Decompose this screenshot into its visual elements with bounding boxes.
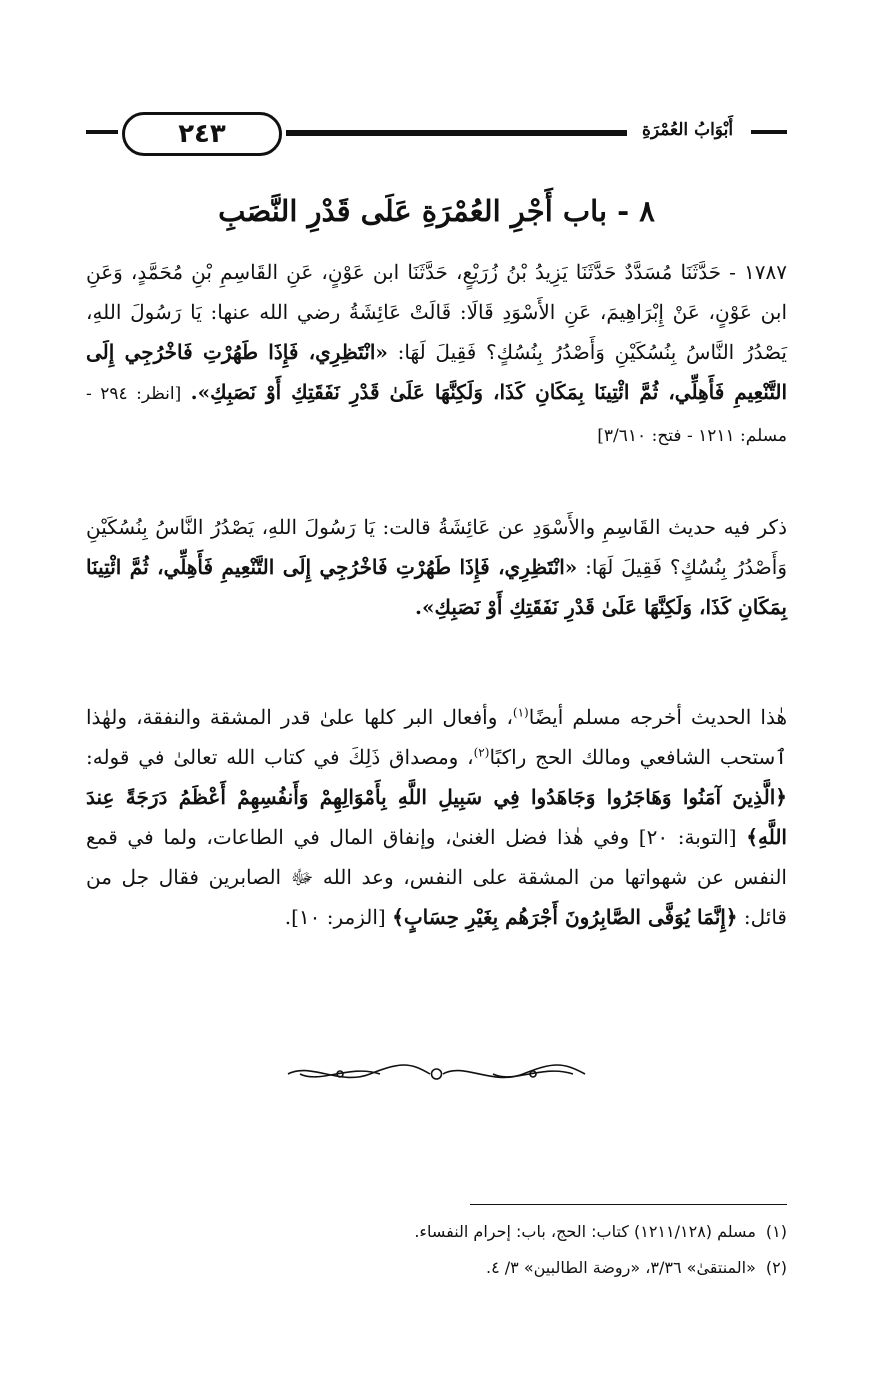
commentary-text-3: ، ومصداق ذَلِكَ في كتاب الله تعالىٰ في قوله: bbox=[86, 745, 474, 769]
hadith-isnad: ١٧٨٧ - حَدَّثَنَا مُسَدَّدٌ حَدَّثَنَا يَزِيدُ بْنُ زُرَيْعٍ، حَدَّثَنَا ابن عَوْنٍ، عَنِ القَاسِمِ بْنِ مُحَمَّدٍ، وَعَنِ ابن عَوْنٍ، عَنْ إِبْرَاهِيمَ، عَنِ الأَسْوَدِ قَالَا: قَالَتْ عَائِشَةُ رضي الله عنها: يَا رَسُولَ اللهِ، يَصْدُرُ النَّاسُ بِنُسُكَيْنِ وَأَصْدُرُ بِنُسُكٍ؟ فَقِيلَ لَهَا: bbox=[86, 260, 787, 364]
section-divider-ornament-icon bbox=[280, 1060, 593, 1088]
commentary-block-1 bbox=[86, 507, 787, 627]
running-header bbox=[86, 108, 787, 162]
footnote-2-text: «المنتقىٰ» ٣/٣٦، «روضة الطالبين» ٣/ ٤. bbox=[485, 1258, 756, 1277]
header-rule-left bbox=[86, 130, 118, 134]
footnote-marker-1[interactable]: (١) bbox=[512, 705, 529, 720]
commentary-text-4: وفي هٰذا فضل الغنىٰ، وإنفاق المال في الطاعات، ولما في قمع النفس عن شهواتها من المشقة على النفس، وعد الله ﷻ الصابرين فقال جل من قائل: bbox=[86, 825, 787, 929]
footnote-separator bbox=[470, 1204, 787, 1205]
page-number: ٢٤٣ bbox=[122, 112, 282, 156]
hadith-paragraph bbox=[86, 252, 787, 456]
footnote-1-marker: (١) bbox=[765, 1222, 787, 1241]
commentary-paragraph-1 bbox=[86, 507, 787, 627]
header-rule-right bbox=[751, 130, 787, 134]
commentary-intro: ذكر فيه حديث القَاسِمِ والأَسْوَدِ عن عَائِشَةُ قالت: يَا رَسُولَ اللهِ، يَصْدُرُ النَّاسُ بِنُسُكَيْنِ وَأَصْدُرُ بِنُسُكٍ؟ فَقِيلَ لَهَا: bbox=[86, 515, 787, 579]
quran-reference-1: [التوبة: ٢٠] bbox=[638, 825, 737, 849]
footnotes bbox=[86, 1214, 787, 1286]
hadith-block bbox=[86, 252, 787, 456]
footnote-2 bbox=[86, 1250, 787, 1286]
commentary-text-2: ، وأفعال البر كلها علىٰ قدر المشقة والنفقة، ولهٰذا ٱستحب الشافعي ومالك الحج راكبًا bbox=[86, 705, 787, 769]
hadith-cross-reference: [انظر: ٢٩٤ - مسلم: ١٢١١ - فتح: ٣/٦١٠] bbox=[86, 384, 787, 446]
commentary-paragraph-2 bbox=[86, 697, 787, 937]
footnote-marker-2[interactable]: (٢) bbox=[473, 745, 490, 760]
header-rule-middle bbox=[286, 130, 627, 136]
commentary-block-2 bbox=[86, 697, 787, 937]
footnote-2-marker: (٢) bbox=[765, 1258, 787, 1277]
commentary-matn: «انْتَظِرِي، فَإِذَا طَهُرْتِ فَاخْرُجِي إِلَى التَّنْعِيمِ فَأَهِلِّي، ثُمَّ ائْتِينَا بِمَكَانِ كَذَا، وَلَكِنَّهَا عَلَىٰ قَدْرِ نَفَقَتِكِ أَوْ نَصَبِكِ». bbox=[86, 555, 787, 619]
commentary-text-1: هٰذا الحديث أخرجه مسلم أيضًا bbox=[528, 705, 787, 729]
footnote-1 bbox=[86, 1214, 787, 1250]
hadith-matn: «انْتَظِرِي، فَإِذَا طَهُرْتِ فَاخْرُجِي إِلَى التَّنْعِيمِ فَأَهِلِّي، ثُمَّ ائْتِينَا بِمَكَانِ كَذَا، وَلَكِنَّهَا عَلَىٰ قَدْرِ نَفَقَتِكِ أَوْ نَصَبِكِ». bbox=[86, 340, 788, 404]
running-title: أَبْوَابُ العُمْرَةِ bbox=[641, 120, 734, 140]
quran-verse-1: ﴿الَّذِينَ آمَنُوا وَهَاجَرُوا وَجَاهَدُوا فِي سَبِيلِ اللَّهِ بِأَمْوَالِهِمْ وَأَنفُسِهِمْ أَعْظَمُ دَرَجَةً عِندَ اللَّهِ﴾ bbox=[86, 785, 787, 849]
chapter-heading: ٨ - باب أَجْرِ العُمْرَةِ عَلَى قَدْرِ النَّصَبِ bbox=[218, 194, 655, 228]
quran-reference-2: [الزمر: ١٠]. bbox=[284, 905, 386, 929]
quran-verse-2: ﴿إِنَّمَا يُوَفَّى الصَّابِرُونَ أَجْرَهُم بِغَيْرِ حِسَابٍ﴾ bbox=[392, 905, 738, 929]
footnote-1-text: مسلم (١٢١١/١٢٨) كتاب: الحج، باب: إحرام النفساء. bbox=[414, 1222, 756, 1241]
